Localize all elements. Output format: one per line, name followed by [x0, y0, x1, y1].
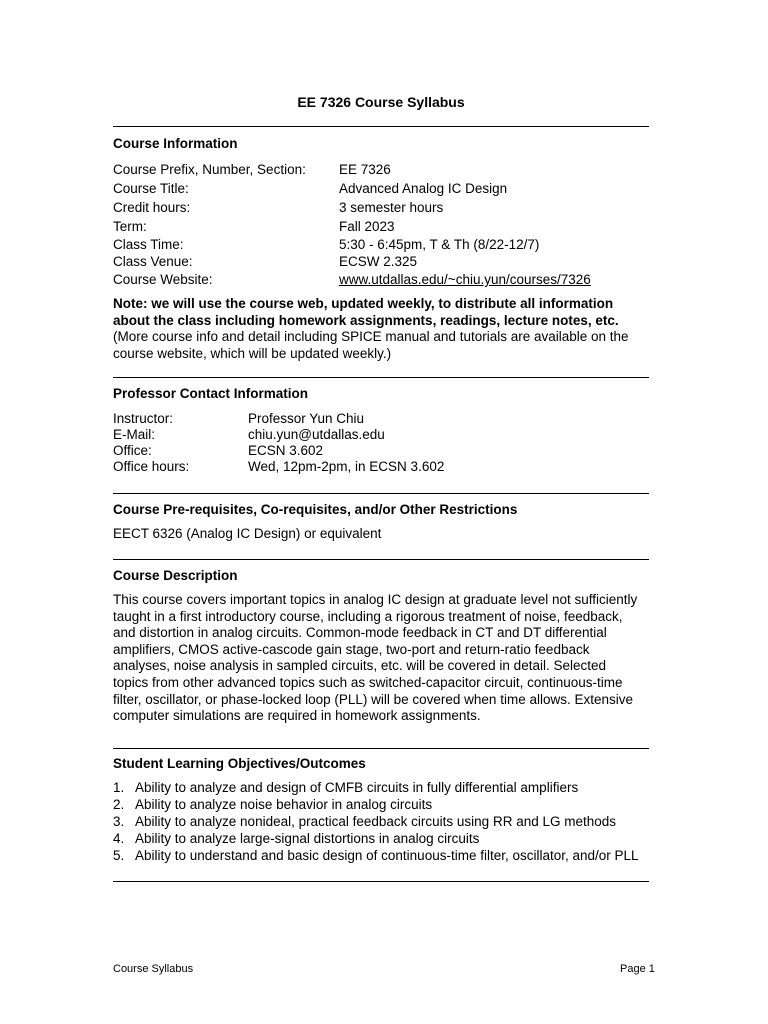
section-heading: Professor Contact Information: [113, 386, 309, 401]
note-bold-line: about the class including homework assignments, readings, lecture notes, etc.: [113, 312, 619, 328]
info-value: 5:30 - 6:45pm, T & Th (8/22-12/7): [339, 237, 540, 252]
info-row-title: [113, 179, 653, 198]
note-line: (More course info and detail including SPICE manual and tutorials are available on the: [113, 329, 629, 345]
info-row-website: [113, 270, 653, 289]
info-row-prefix: [113, 160, 653, 179]
course-description-text: [113, 592, 653, 725]
list-item: [113, 847, 653, 864]
contact-label: Instructor:: [113, 411, 174, 426]
prerequisites-section: [113, 502, 653, 542]
description-line: analyses, noise analysis in sampled circuits, etc. will be covered in detail. Selected: [113, 658, 606, 674]
list-number: 1.: [113, 780, 125, 795]
contact-row-instructor: [113, 411, 653, 427]
prerequisites-text: EECT 6326 (Analog IC Design) or equivalent: [113, 526, 382, 541]
info-label: Term:: [113, 219, 147, 234]
info-value: Fall 2023: [339, 219, 395, 234]
course-web-note: [113, 296, 653, 362]
section-heading: Course Description: [113, 568, 238, 583]
divider: [113, 493, 649, 494]
description-line: This course covers important topics in analog IC design at graduate level not sufficiently: [113, 592, 638, 607]
list-number: 4.: [113, 831, 125, 846]
info-row-term: [113, 217, 653, 236]
list-text: Ability to understand and basic design of continuous-time filter, oscillator, and/or PLL: [135, 848, 639, 863]
page-number: Page 1: [620, 963, 655, 975]
section-heading: Student Learning Objectives/Outcomes: [113, 756, 366, 771]
info-value: 3 semester hours: [339, 200, 444, 215]
list-text: Ability to analyze large-signal distortions in analog circuits: [135, 831, 480, 846]
divider: [113, 377, 649, 378]
info-row-class-time: [113, 236, 653, 253]
list-item: [113, 796, 653, 813]
info-value: ECSW 2.325: [339, 254, 418, 269]
description-line: filter, oscillator, or phase-locked loop (PLL) will be covered when time allows. Extensive: [113, 691, 633, 707]
course-description-section: [113, 568, 653, 725]
divider: [113, 559, 649, 560]
contact-label: E-Mail:: [113, 427, 156, 442]
info-label: Course Prefix, Number, Section:: [113, 162, 306, 177]
footer-title: Course Syllabus: [113, 963, 194, 975]
info-label: Course Title:: [113, 181, 189, 196]
contact-row-office-hours: [113, 459, 653, 475]
info-row-credit-hours: [113, 198, 653, 217]
description-line: and distortion in analog circuits. Common-mode feedback in CT and DT differential: [113, 625, 607, 641]
description-line: computer simulations are required in homework assignments.: [113, 708, 481, 724]
contact-label: Office hours:: [113, 459, 190, 474]
document-title: EE 7326 Course Syllabus: [297, 94, 465, 110]
learning-objectives-section: [113, 756, 653, 864]
contact-label: Office:: [113, 443, 152, 458]
list-number: 2.: [113, 797, 125, 812]
note-line: course website, which will be updated weekly.): [113, 345, 392, 361]
description-line: topics from other advanced topics such as switched-capacitor circuit, continuous-time: [113, 674, 623, 690]
divider: [113, 126, 649, 127]
section-heading: Course Information: [113, 136, 238, 151]
contact-email: chiu.yun@utdallas.edu: [248, 427, 385, 442]
professor-contact-section: [113, 386, 653, 475]
course-information-section: [113, 136, 653, 362]
info-value: Advanced Analog IC Design: [339, 181, 508, 196]
objectives-list: [113, 779, 653, 864]
list-text: Ability to analyze noise behavior in analog circuits: [135, 797, 433, 812]
info-label: Class Venue:: [113, 254, 193, 269]
contact-value: Professor Yun Chiu: [248, 411, 365, 426]
contact-row-email: [113, 427, 653, 443]
info-label: Class Time:: [113, 237, 184, 252]
info-label: Credit hours:: [113, 200, 191, 215]
description-line: amplifiers, CMOS active-cascode gain stage, two-port and return-ratio feedback: [113, 641, 590, 657]
divider: [113, 748, 649, 749]
info-value: EE 7326: [339, 162, 391, 177]
divider: [113, 881, 649, 882]
contact-value: ECSN 3.602: [248, 443, 324, 458]
list-text: Ability to analyze nonideal, practical feedback circuits using RR and LG methods: [135, 814, 617, 829]
list-item: [113, 779, 653, 796]
info-label: Course Website:: [113, 272, 213, 287]
info-row-class-venue: [113, 253, 653, 270]
description-line: taught in a first introductory course, including a rigorous treatment of noise, feedback,: [113, 608, 623, 624]
list-item: [113, 813, 653, 830]
list-item: [113, 830, 653, 847]
contact-value: Wed, 12pm-2pm, in ECSN 3.602: [248, 459, 445, 474]
course-website-link[interactable]: www.utdallas.edu/~chiu.yun/courses/7326: [339, 272, 591, 287]
section-heading: Course Pre-requisites, Co-requisites, and/or Other Restrictions: [113, 502, 518, 517]
list-number: 3.: [113, 814, 125, 829]
contact-row-office: [113, 443, 653, 459]
note-bold-line: Note: we will use the course web, updated weekly, to distribute all information: [113, 296, 614, 311]
list-text: Ability to analyze and design of CMFB circuits in fully differential amplifiers: [135, 780, 579, 795]
list-number: 5.: [113, 848, 125, 863]
